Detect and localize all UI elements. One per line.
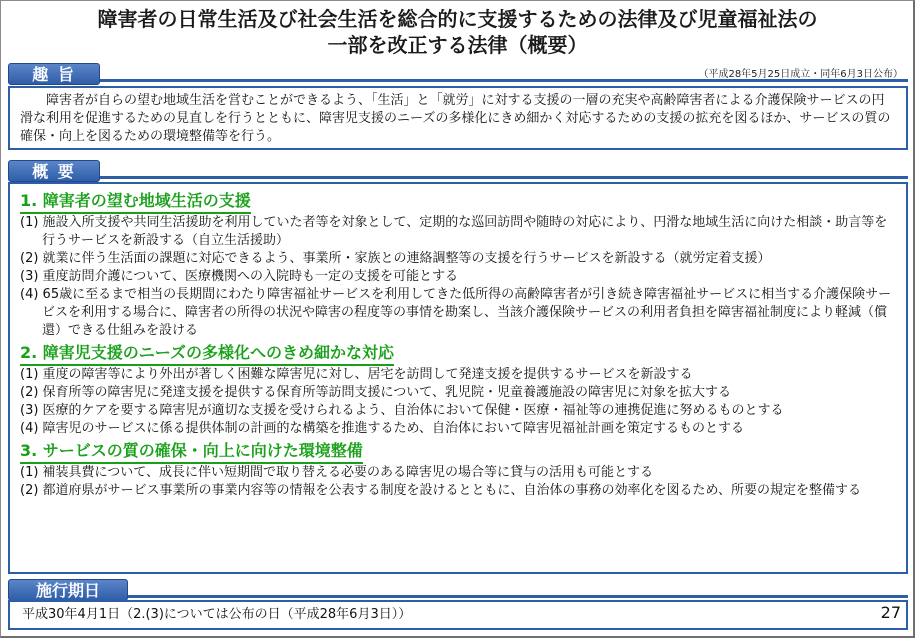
overview-item: (1) 補装具費について、成長に伴い短期間で取り替える必要のある障害児の場合等に貸与の活用も可能とする — [20, 465, 654, 480]
overview-item: (3) 重度訪問介護について、医療機関への入院時も一定の支援を可能とする — [20, 269, 459, 284]
overview-item: (2) 保育所等の障害児に発達支援を提供する保育所等訪問支援について、乳児院・児童養護施設の障害児に対象を拡大する — [20, 385, 732, 400]
overview-heading-3: 3. サービスの質の確保・向上に向けた環境整備 — [20, 440, 363, 464]
overview-box — [8, 182, 908, 574]
section-tab-purpose: 趣 旨 — [8, 63, 100, 85]
overview-item: (1) 重度の障害等により外出が著しく困難な障害児に対し、居宅を訪問して発達支援を提供するサービスを新設する — [20, 367, 693, 382]
enactment-note: （平成28年5月25日成立・同年6月3日公布） — [698, 69, 903, 80]
effective-date-box — [8, 600, 908, 630]
overview-item: (4) 障害児のサービスに係る提供体制の計画的な構築を推進するため、自治体において障害児福祉計画を策定するものとする — [20, 421, 745, 436]
section-tab-overview: 概 要 — [8, 160, 100, 182]
overview-item: (1) 施設入所支援や共同生活援助を利用していた者等を対象として、定期的な巡回訪問や随時の対応により、円滑な地域生活に向けた相談・助言等を行うサービスを新設する（自立生活援助） — [20, 215, 888, 248]
overview-item: (3) 医療的ケアを要する障害児が適切な支援を受けられるよう、自治体において保健・医療・福祉等の連携促進に努めるものとする — [20, 403, 784, 418]
purpose-box — [8, 86, 908, 150]
page-number: 27 — [880, 603, 901, 622]
overview-heading-2: 2. 障害児支援のニーズの多様化へのきめ細かな対応 — [20, 342, 394, 366]
slide-title — [0, 6, 915, 58]
purpose-text: 障害者が自らの望む地域生活を営むことができるよう、「生活」と「就労」に対する支援の一層の充実や高齢障害者による介護保険サービスの円滑な利用を促進するための見直しを行うとともに、障害児支援のニーズの多様化にきめ細かく対応するための支援の拡充を図るほか、サービスの質の確保・向上を図るための環境整備等を行う。 — [20, 93, 891, 144]
section-rule-effective-date — [128, 595, 908, 598]
section-tab-effective-date: 施行期日 — [8, 579, 128, 601]
overview-item: (2) 就業に伴う生活面の課題に対応できるよう、事業所・家族との連絡調整等の支援を行うサービスを新設する（就労定着支援） — [20, 251, 771, 266]
overview-item: (2) 都道府県がサービス事業所の事業内容等の情報を公表する制度を設けるとともに、自治体の事務の効率化を図るため、所要の規定を整備する — [20, 483, 862, 498]
section-rule-overview — [100, 176, 908, 179]
overview-heading-1: 1. 障害者の望む地域生活の支援 — [20, 190, 251, 214]
overview-item: (4) 65歳に至るまで相当の長期間にわたり障害福祉サービスを利用してきた低所得の高齢障害者が引き続き障害福祉サービスに相当する介護保険サービスを利用する場合に、障害者の所得の状況や障害の程度等の事情を勘案し、当該介護保険サービスの利用者負担を障害福祉制度により軽減（償還）できる仕組みを設ける — [20, 287, 892, 338]
title-line-2: 一部を改正する法律（概要） — [327, 33, 588, 57]
title-line-1: 障害者の日常生活及び社会生活を総合的に支援するための法律及び児童福祉法の — [97, 7, 818, 31]
effective-date-text: 平成30年4月1日（2.(3)については公布の日（平成28年6月3日）） — [22, 607, 412, 622]
